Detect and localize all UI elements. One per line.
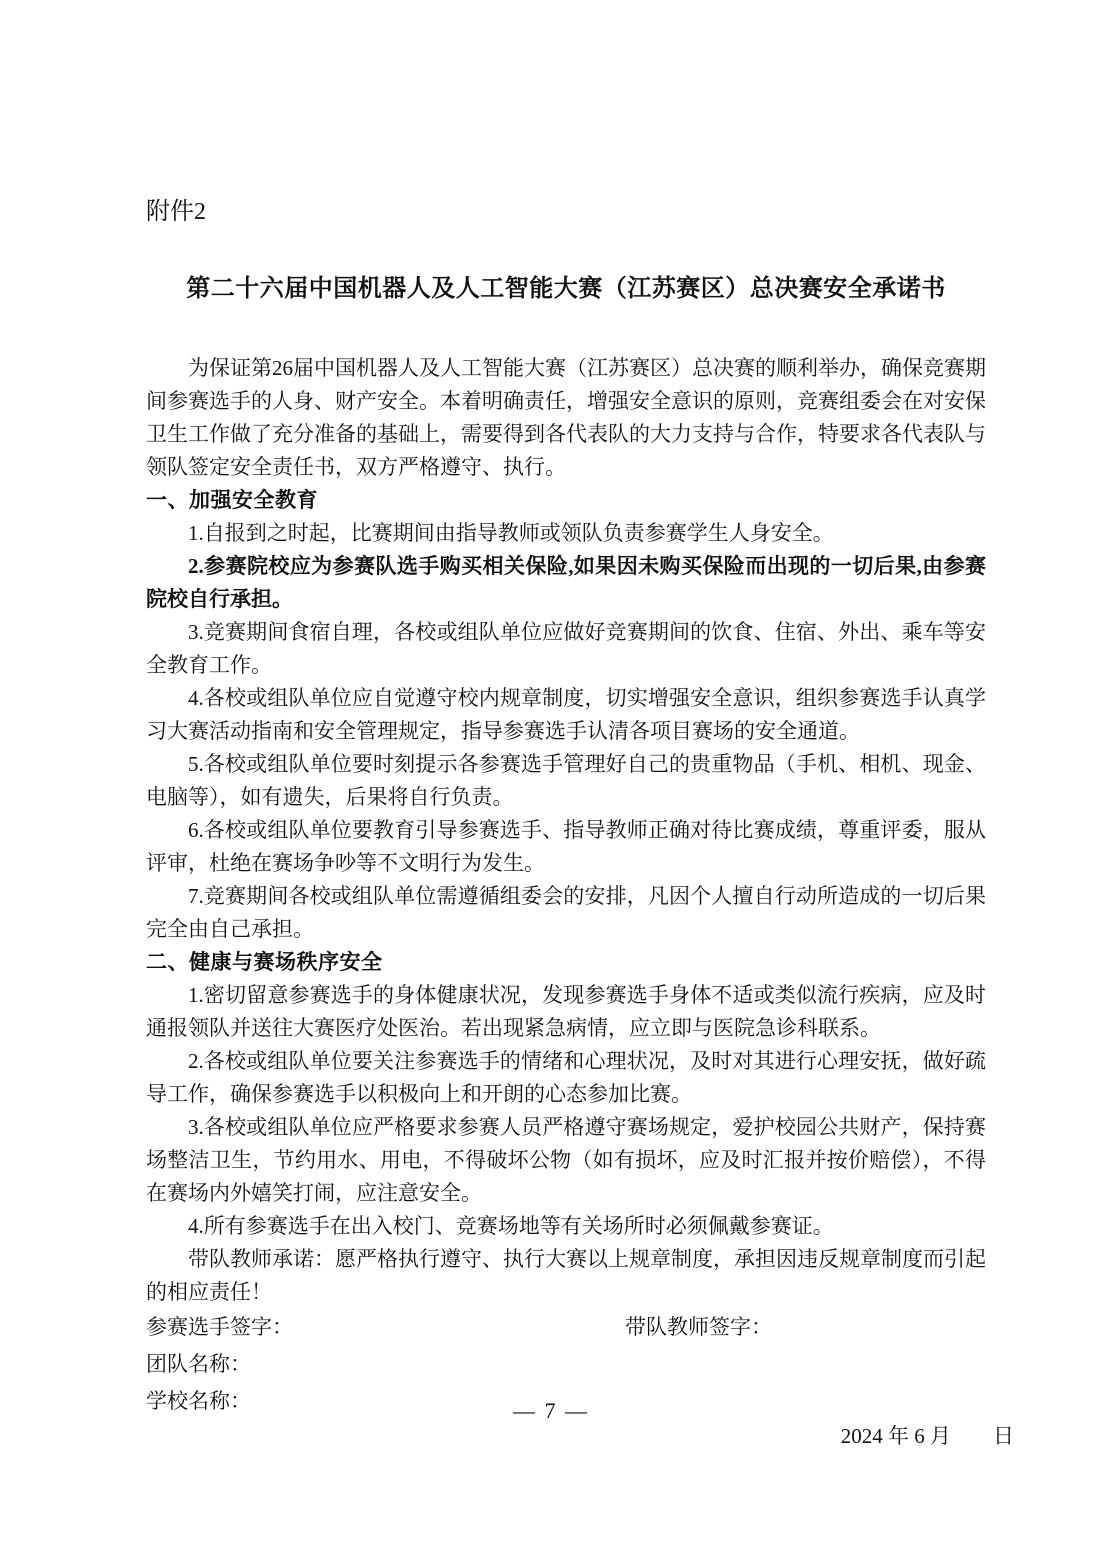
- school-name-label: 学校名称：: [146, 1389, 251, 1413]
- section-2-item-4: 4.所有参赛选手在出入校门、竞赛场地等有关场所时必须佩戴参赛证。: [188, 1214, 834, 1238]
- section-1-item-3: 3.竞赛期间食宿自理，各校或组队单位应做好竞赛期间的饮食、住宿、外出、乘车等安全教育工作。: [146, 620, 986, 677]
- date-line: 2024 年 6 月 日: [840, 1424, 1014, 1448]
- attachment-label: 附件2: [146, 199, 206, 225]
- section-2-item-1: 1.密切留意参赛选手的身体健康状况，发现参赛选手身体不适或类似流行疾病，应及时通报领队并送往大赛医疗处医治。若出现紧急病情，应立即与医院急诊科联系。: [146, 983, 986, 1040]
- section-2-heading: 二、健康与赛场秩序安全: [146, 951, 383, 974]
- section-1-item-7: 7.竞赛期间各校或组队单位需遵循组委会的安排，凡因个人擅自行动所造成的一切后果完全由自己承担。: [146, 884, 986, 941]
- intro-paragraph: 为保证第26届中国机器人及人工智能大赛（江苏赛区）总决赛的顺利举办，确保竞赛期间参赛选手的人身、财产安全。本着明确责任，增强安全意识的原则，竞赛组委会在对安保卫生工作做了充分准备的基础上，需要得到各代表队的大力支持与合作，特要求各代表队与领队签定安全责任书，双方严格遵守、执行。: [146, 356, 986, 479]
- section-1-item-1: 1.自报到之时起，比赛期间由指导教师或领队负责参赛学生人身安全。: [188, 521, 834, 545]
- section-1-heading: 一、加强安全教育: [146, 489, 318, 512]
- pledge-paragraph: 带队教师承诺：愿严格执行遵守、执行大赛以上规章制度，承担因违反规章制度而引起的相应责任！: [146, 1247, 986, 1304]
- section-1-item-6: 6.各校或组队单位要教育引导参赛选手、指导教师正确对待比赛成绩，尊重评委，服从评审，杜绝在赛场争吵等不文明行为发生。: [146, 818, 986, 875]
- section-2-item-3: 3.各校或组队单位应严格要求参赛人员严格遵守赛场规定，爱护校园公共财产，保持赛场整洁卫生，节约用水、用电，不得破坏公物（如有损坏，应及时汇报并按价赔偿），不得在赛场内外嬉笑打闹，应注意安全。: [146, 1115, 986, 1205]
- signature-row: [146, 1309, 986, 1346]
- section-1-item-5: 5.各校或组队单位要时刻提示各参赛选手管理好自己的贵重物品（手机、相机、现金、电脑等），如有遗失，后果将自行负责。: [146, 752, 986, 809]
- section-2-item-2: 2.各校或组队单位要关注参赛选手的情绪和心理状况，及时对其进行心理安抚，做好疏导工作，确保参赛选手以积极向上和开朗的心态参加比赛。: [146, 1049, 986, 1106]
- player-signature-label: 参赛选手签字：: [146, 1315, 293, 1339]
- document-title: 第二十六届中国机器人及人工智能大赛（江苏赛区）总决赛安全承诺书: [186, 276, 946, 302]
- page-number: — 7 —: [513, 1398, 589, 1423]
- teacher-signature-label: 带队教师签字：: [625, 1315, 772, 1339]
- section-1-item-2: 2.参赛院校应为参赛队选手购买相关保险,如果因未购买保险而出现的一切后果,由参赛院校自行承担。: [146, 554, 986, 611]
- team-name-label: 团队名称：: [146, 1352, 251, 1376]
- section-1-item-4: 4.各校或组队单位应自觉遵守校内规章制度，切实增强安全意识，组织参赛选手认真学习大赛活动指南和安全管理规定，指导参赛选手认清各项目赛场的安全通道。: [146, 686, 986, 743]
